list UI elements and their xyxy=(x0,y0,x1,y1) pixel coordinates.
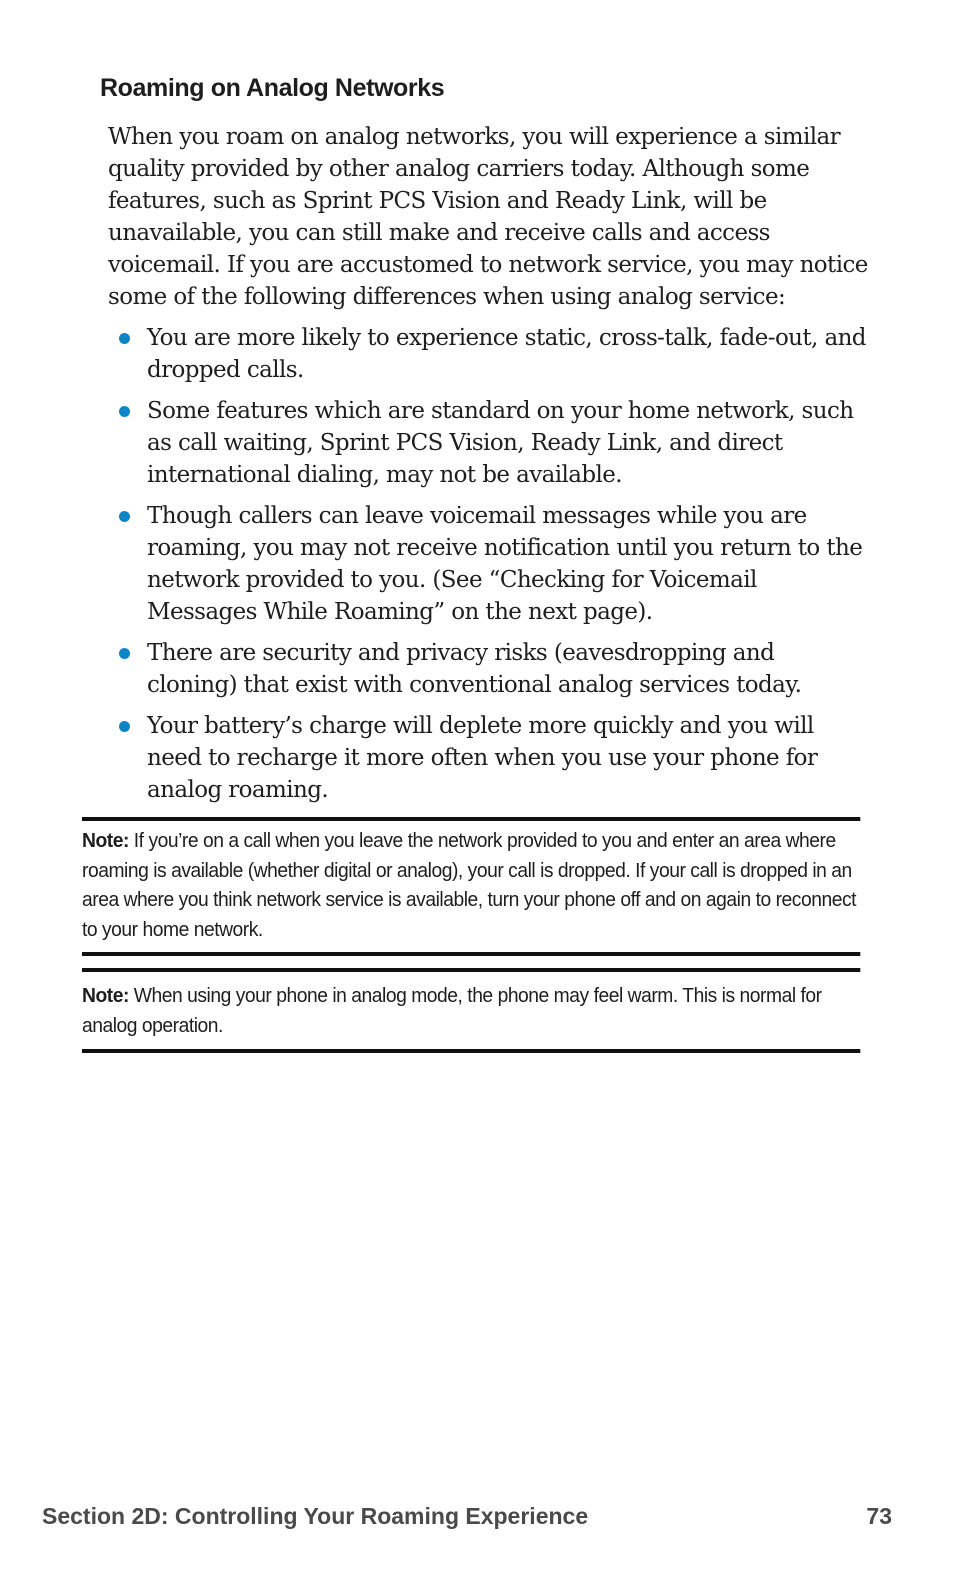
footer-section-title: Section 2D: Controlling Your Roaming Experience xyxy=(42,1503,589,1529)
differences-list xyxy=(108,322,868,815)
intro-paragraph: When you roam on analog networks, you will experience a similar quality provided by other analog carriers today. Although some features, such as Sprint PCS Vision and Ready Link, will be unavailable, you can still make and receive calls and access voicemail. If you are accustomed to network service, you may notice some of the following differences when using analog service: xyxy=(108,124,868,310)
list-item-text: You are more likely to experience static, cross-talk, fade-out, and dropped calls. xyxy=(147,325,866,383)
note-label: Note: xyxy=(82,829,129,852)
list-item xyxy=(108,500,868,628)
list-item xyxy=(108,395,868,491)
list-item xyxy=(108,322,868,386)
list-item-text: Your battery’s charge will deplete more quickly and you will need to recharge it more often when you use your phone for analog roaming. xyxy=(147,713,818,803)
bullet-icon xyxy=(119,721,130,732)
note-box xyxy=(82,817,860,956)
bullet-icon xyxy=(119,648,130,659)
list-item xyxy=(108,637,868,701)
note-text: If you’re on a call when you leave the network provided to you and enter an area where roaming is available (whether digital or analog), your call is dropped. If your call is dropped in an area where you think network service is available, turn your phone off and on again to reconnect to your home network. xyxy=(82,829,857,941)
note-label: Note: xyxy=(82,984,129,1007)
note-text: When using your phone in analog mode, the phone may feel warm. This is normal for analog operation. xyxy=(82,984,822,1037)
section-heading: Roaming on Analog Networks xyxy=(100,74,445,102)
list-item-text: Though callers can leave voicemail messages while you are roaming, you may not receive notification until you return to the network provided to you. (See “Checking for Voicemail Messages While Roaming” on the next page). xyxy=(147,503,863,625)
bullet-icon xyxy=(119,511,130,522)
page-footer xyxy=(42,1503,892,1530)
list-item-text: There are security and privacy risks (eavesdropping and cloning) that exist with conventional analog services today. xyxy=(147,640,802,698)
bullet-icon xyxy=(119,333,130,344)
list-item xyxy=(108,710,868,806)
note-box xyxy=(82,968,860,1053)
bullet-icon xyxy=(119,406,130,417)
page-number: 73 xyxy=(866,1503,892,1529)
list-item-text: Some features which are standard on your home network, such as call waiting, Sprint PCS Vision, Ready Link, and direct international dialing, may not be available. xyxy=(147,398,854,488)
